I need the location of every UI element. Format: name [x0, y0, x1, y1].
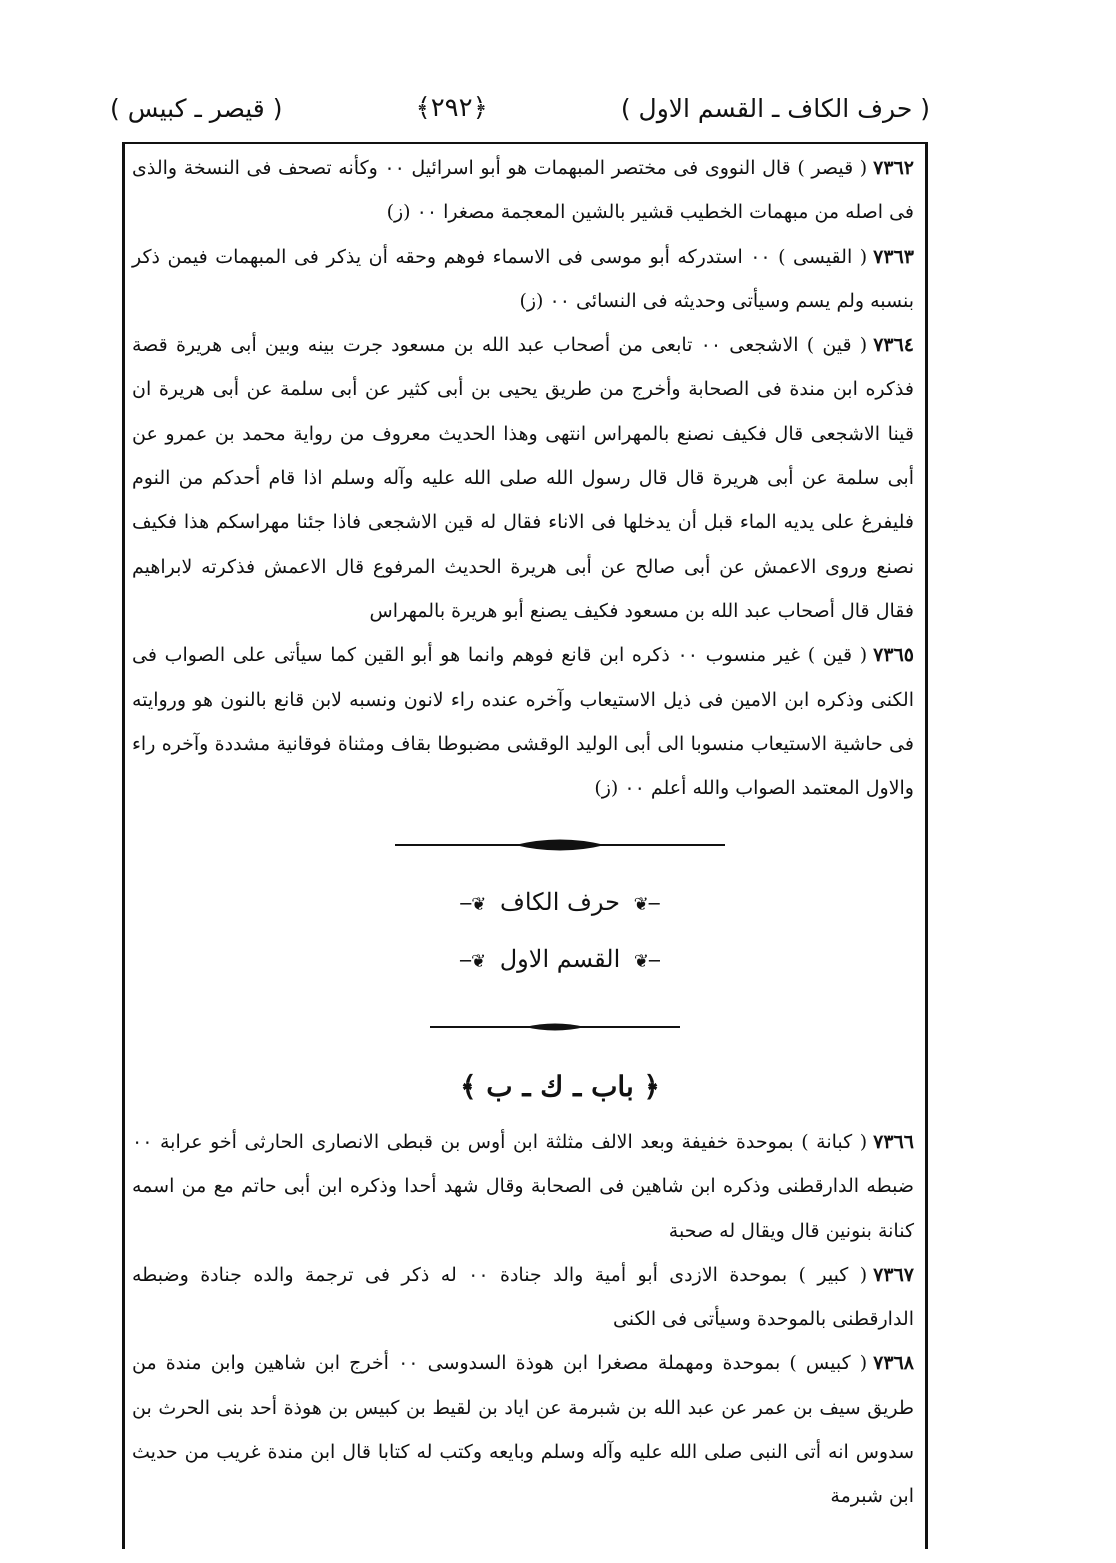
entry-line: قينا الاشجعى قال فكيف نصنع بالمهراس انتهى وهذا الحديث معروف من رواية محمد بن عمرو عن [132, 422, 914, 445]
entry-line: عرابة ٠٠ ضبطه الدارقطنى وذكره ابن شاهين فى الصحابة وقال شهد أحدا وذكره ابن أبى حاتم مع من [132, 1131, 914, 1198]
entry-٧٣٦٤ [132, 323, 914, 633]
entry-line: قال أصحاب عبد الله بن مسعود فكيف يصنع أبو هريرة بالمهراس [369, 599, 870, 622]
entry-line: ( قين ) غير منسوب ٠٠ ذكره ابن قانع فوهم وانما هو أبو القين كما سيأتى على الصواب [164, 644, 868, 667]
entry-number: ٧٣٦٥ [873, 644, 914, 667]
running-title-left: ( قيصر ـ كبيس ) [110, 93, 283, 123]
ornament-glyph: ❦─ [460, 894, 487, 915]
page-number: ﴿٢٩٢﴾ [415, 93, 488, 123]
entry-line: ( كبيس ) بموحدة ومهملة مصغرا ابن هوذة السدوسى ٠٠ أخرج ابن شاهين وابن مندة من طريق [132, 1352, 914, 1419]
bab-heading: ﴿ باب ـ ك ـ ب ﴾ [460, 1070, 660, 1103]
entry-line: وروايته فى حاشية الاستيعاب منسوبا الى أبى الوليد الوقشى مضبوطا بقاف ومثناة فوقانية مشددة وآخره [132, 688, 914, 755]
entries-top [132, 146, 914, 810]
entry-line: والذى فى اصله من مبهمات الخطيب قشير بالشين المعجمة مصغرا ٠٠ (ز) [132, 157, 914, 224]
entry-line: أبى سلمة عن أبى هريرة قال قال رسول الله صلى الله عليه وآله وسلم اذا قام أحدكم من النوم فليفرغ [132, 467, 914, 534]
divider-ornament-top [395, 838, 725, 852]
part-heading [320, 945, 800, 973]
entry-٧٣٦٨ [132, 1341, 914, 1518]
entry-number: ٧٣٦٢ [873, 157, 914, 179]
entries-bottom [132, 1120, 914, 1519]
entry-line: ( القيسى ) ٠٠ استدركه أبو موسى فى الاسماء فوهم وحقه أن يذكر فى المبهمات فيمن ذكر [132, 245, 868, 268]
entry-line: وروى الاعمش عن أبى صالح عن أبى هريرة الحديث المرفوع قال الاعمش فذكرته لابراهيم فقال [132, 555, 914, 622]
divider-ornament-bottom [430, 1020, 680, 1034]
entry-line: ( كبانة ) بموحدة خفيفة وبعد الالف مثلثة ابن أوس بن قبطى الانصارى الحارثى أخو [210, 1131, 868, 1153]
entry-line: بنسبه ولم يسم وسيأتى وحديثه فى النسائى ٠٠ (ز) [519, 289, 914, 312]
entry-line: انه أتى النبى صلى الله عليه وآله وسلم وبايعه وكتب له كتابا قال ابن مندة غريب من حديث ابن شبرمة [132, 1441, 914, 1508]
entry-number: ٧٣٦٨ [873, 1352, 914, 1375]
entry-line: ( قيصر ) قال النووى فى مختصر المبهمات هو أبو اسرائيل ٠٠ وكأنه تصحف فى النسخة [183, 157, 868, 179]
entry-line: سيف بن عمر عن عبد الله بن شبرمة عن اياد بن لقيط بن كبيس بن هوذة أحد بنى الحرث بن سدوس [132, 1396, 914, 1464]
entry-٧٣٦٣ [132, 235, 914, 324]
entry-number: ٧٣٦٧ [873, 1263, 914, 1286]
entry-line: قصة فذكره ابن مندة فى الصحابة وأخرج من طريق يحيى بن أبى كثير عن أبى سلمة عن أبى هريرة ان [132, 334, 914, 401]
ornament-glyph: ─❦ [633, 894, 660, 915]
entry-line: راء والاول المعتمد الصواب والله أعلم ٠٠ (ز) [132, 732, 914, 800]
entry-٧٣٦٥ [132, 633, 914, 810]
ornament-glyph: ─❦ [633, 951, 660, 972]
entry-٧٣٦٦ [132, 1120, 914, 1253]
entry-line: ( كبير ) بموحدة الازدى أبو أمية والد جنادة ٠٠ له ذكر فى ترجمة والده جنادة وضبطه [132, 1263, 868, 1286]
letter-heading [320, 888, 800, 916]
entry-٧٣٦٢ [132, 146, 914, 235]
entry-number: ٧٣٦٦ [873, 1131, 914, 1153]
running-title-right: ( حرف الكاف ـ القسم الاول ) [620, 93, 930, 123]
entry-line: ( قين ) الاشجعى ٠٠ تابعى من أصحاب عبد الله بن مسعود جرت بينه وبين أبى هريرة [175, 334, 868, 357]
entry-٧٣٦٧ [132, 1253, 914, 1342]
entry-line: على يديه الماء قبل أن يدخلها فى الاناء فقال له قين الاشجعى فاذا جئنا مهراسكم هذا فكيف نصنع [132, 511, 914, 578]
entry-line: فى الكنى وذكره ابن الامين فى ذيل الاستيعاب وآخره عنده راء لانون ونسبه لابن قانع بالنون هو [132, 644, 914, 711]
part-heading-text: القسم الاول [499, 945, 621, 973]
ornament-glyph: ❦─ [460, 951, 487, 972]
entry-number: ٧٣٦٤ [873, 334, 915, 357]
letter-heading-text: حرف الكاف [499, 888, 620, 916]
entry-number: ٧٣٦٣ [873, 245, 914, 268]
page-header [110, 88, 930, 128]
entry-line: الدارقطنى بالموحدة وسيأتى فى الكنى [612, 1308, 914, 1331]
entry-line: اسمه كنانة بنونين قال ويقال له صحبة [132, 1175, 914, 1242]
